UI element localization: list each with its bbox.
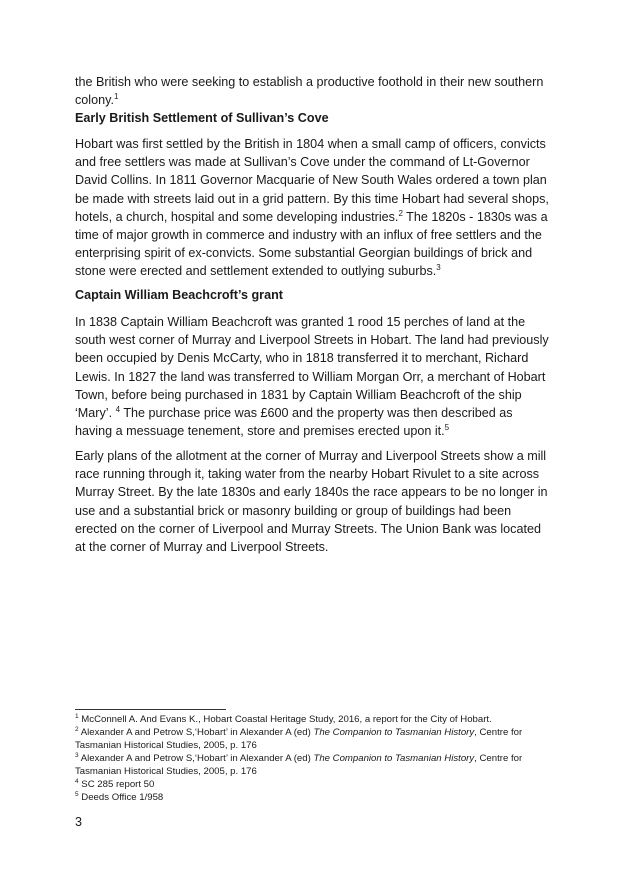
- footnote-5: $^5$ Deeds Office 1/958: [75, 790, 164, 803]
- footnote-ref-1[interactable]: 1: [113, 92, 119, 102]
- footnote-4: $^4$ SC 285 report 50: [75, 777, 155, 790]
- intro-paragraph: [75, 73, 550, 109]
- section-heading-beachcroft-grant: Captain William Beachcroft’s grant: [75, 288, 283, 302]
- beachcroft-text-a: In 1838 Captain William Beachcroft was granted 1 rood 15 perches of land at the south west corner of Murray and Liverpool Streets in Hobart. The land had previously been occupied by Denis McCarty, who in 1818 transferred it to merchant, Richard Lewis. In 1827 the land was transferred to William Morgan Orr, a merchant of Hobart Town, before being purchased in 1831 by Captain William Beachcroft of the ship ‘Mary’.: [75, 315, 549, 421]
- beachcroft-paragraph-2: Early plans of the allotment at the corner of Murray and Liverpool Streets show a mill race running through it, taking water from the nearby Hobart Rivulet to a site across Murray Street. By the late 1830s and early 1840s the race appears to be no longer in use and a substantial brick or masonry building or group of buildings had been erected on the corner of Liverpool and Murray Streets. The Union Bank was located at the corner of Murray and Liverpool Streets.: [75, 449, 548, 555]
- beachcroft-text-b: The purchase price was £600 and the property was then described as having a messuage tenement, store and premises erected upon it.: [75, 406, 513, 439]
- sullivans-cove-text-a: Hobart was first settled by the British in 1804 when a small camp of officers, convicts and free settlers was made at Sullivan’s Cove under the command of Lt-Governor David Collins. In 1811 Governor Macquarie of New South Wales ordered a town plan be made with streets laid out in a grid pattern. By this time Hobart had several shops, hotels, a church, hospital and some developing industries.: [75, 137, 549, 224]
- section-heading-sullivans-cove: Early British Settlement of Sullivan’s Cove: [75, 111, 329, 125]
- intro-text: the British who were seeking to establish a productive foothold in their new southern colony.: [75, 75, 544, 108]
- beachcroft-paragraph-1: [75, 313, 550, 440]
- footnote-ref-5[interactable]: 5: [444, 423, 450, 433]
- page-number: 3: [75, 815, 83, 829]
- footnote-1: $^1$ McConnell A. And Evans K., Hobart Coastal Heritage Study, 2016, a report for the City of Hobart.: [75, 712, 492, 725]
- footnote-ref-4[interactable]: 4: [115, 404, 121, 414]
- footnotes: [75, 713, 555, 804]
- footnote-ref-3[interactable]: 3: [436, 263, 441, 273]
- footnote-ref-2[interactable]: 2: [398, 208, 403, 218]
- footnote-divider: [75, 709, 226, 710]
- footnote-3: $^3$ Alexander A and Petrow S,‘Hobart’ in Alexander A (ed) The Companion to Tasmanian History, Centre for Tasmanian Historical Studies, 2005, p. 176: [75, 751, 523, 777]
- sullivans-cove-paragraph: [75, 135, 550, 281]
- sullivans-cove-text-b: The 1820s - 1830s was a time of major growth in commerce and industry with an influx of free settlers and the enterprising spirit of ex-convicts. Some substantial Georgian buildings of brick and stone were erected and settlement extended to outlying suburbs.: [75, 209, 548, 279]
- footnote-2: $^2$ Alexander A and Petrow S,‘Hobart’ in Alexander A (ed) The Companion to Tasmanian History, Centre for Tasmanian Historical Studies, 2005, p. 176: [75, 725, 523, 751]
